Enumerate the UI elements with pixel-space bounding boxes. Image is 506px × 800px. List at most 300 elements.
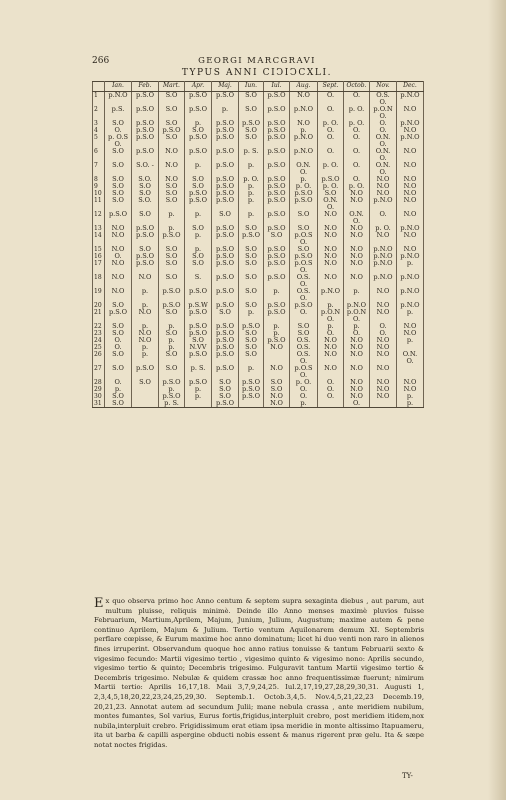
weather-cell: p.S.O <box>212 127 239 134</box>
weather-cell <box>132 281 159 288</box>
weather-cell: N.O <box>344 337 370 344</box>
weather-cell <box>185 169 212 176</box>
weather-cell: p.N.O <box>370 253 397 260</box>
weather-cell: p.S.O <box>239 393 264 400</box>
weather-cell <box>264 281 290 288</box>
weather-cell: S.O <box>159 260 185 267</box>
weather-cell: p.S.O <box>212 232 239 239</box>
day-number-cell: 1 <box>93 92 105 100</box>
weather-cell: p. <box>185 393 212 400</box>
weather-cell <box>212 372 239 379</box>
weather-cell: S.O <box>212 211 239 218</box>
weather-cell <box>318 400 344 408</box>
weather-cell: S.O <box>159 183 185 190</box>
weather-cell: N.VV <box>185 344 212 351</box>
header-month-cell: Maj. <box>212 82 239 92</box>
weather-cell: N.O <box>370 379 397 386</box>
weather-cell: S.O <box>159 92 185 100</box>
weather-cell: N.O <box>264 400 290 408</box>
weather-cell <box>344 372 370 379</box>
weather-cell <box>370 400 397 408</box>
weather-cell <box>264 113 290 120</box>
weather-cell: N.O <box>397 106 424 113</box>
weather-cell <box>132 267 159 274</box>
weather-cell: O.N. <box>290 162 318 169</box>
day-number-cell: 29 <box>93 386 105 393</box>
weather-cell <box>239 169 264 176</box>
weather-cell: N.O <box>397 176 424 183</box>
weather-cell <box>344 358 370 365</box>
day-number-cell: 28 <box>93 379 105 386</box>
table-body <box>93 92 424 408</box>
weather-cell: p.S.O <box>264 106 290 113</box>
table-row <box>93 232 424 239</box>
table-row <box>93 358 424 365</box>
weather-cell: S.O <box>105 302 132 309</box>
weather-cell: O. <box>290 295 318 302</box>
weather-cell: p.S.O <box>264 134 290 141</box>
day-number-cell: 22 <box>93 323 105 330</box>
weather-cell <box>105 358 132 365</box>
weather-cell: p.S.O <box>105 309 132 316</box>
weather-cell: O.N. <box>344 211 370 218</box>
weather-cell <box>105 204 132 211</box>
weather-cell: N.O <box>290 92 318 100</box>
weather-cell: p.S.O <box>212 288 239 295</box>
weather-cell: p. <box>239 190 264 197</box>
weather-cell: N.O <box>344 393 370 400</box>
weather-cell: S.O <box>132 183 159 190</box>
weather-cell <box>397 99 424 106</box>
weather-cell: O. <box>318 92 344 100</box>
weather-cell: S.O <box>212 393 239 400</box>
weather-cell: N.O <box>132 337 159 344</box>
weather-cell <box>397 169 424 176</box>
weather-cell: p.N.O <box>290 106 318 113</box>
day-number-cell: 14 <box>93 232 105 239</box>
weather-cell <box>185 372 212 379</box>
weather-cell <box>132 316 159 323</box>
weather-cell <box>370 281 397 288</box>
weather-cell: p. <box>318 323 344 330</box>
weather-cell <box>344 169 370 176</box>
weather-cell: N.O <box>318 253 344 260</box>
weather-cell <box>185 281 212 288</box>
weather-cell <box>318 295 344 302</box>
weather-cell: p.S.O <box>132 106 159 113</box>
weather-cell: O. <box>344 330 370 337</box>
weather-cell: S.O <box>185 183 212 190</box>
weather-cell: S.O <box>105 148 132 155</box>
weather-cell <box>290 316 318 323</box>
weather-cell <box>318 169 344 176</box>
weather-cell <box>185 400 212 408</box>
weather-cell: N.O <box>318 337 344 344</box>
weather-cell: N.O <box>105 288 132 295</box>
table-row <box>93 155 424 162</box>
weather-cell: p. <box>264 288 290 295</box>
weather-cell: O.S. <box>290 344 318 351</box>
weather-cell: O. <box>290 239 318 246</box>
weather-cell: O.N. <box>370 134 397 141</box>
weather-cell <box>397 295 424 302</box>
day-number-cell: 23 <box>93 330 105 337</box>
table-row <box>93 295 424 302</box>
table-row <box>93 246 424 253</box>
table-row <box>93 197 424 204</box>
weather-cell: N.O <box>397 148 424 155</box>
weather-cell <box>370 267 397 274</box>
table-row <box>93 260 424 267</box>
weather-cell <box>239 218 264 225</box>
weather-cell: S.O <box>264 379 290 386</box>
weather-cell: O. <box>370 169 397 176</box>
weather-cell: p.S.O <box>212 190 239 197</box>
weather-cell: O. <box>397 358 424 365</box>
weather-cell <box>344 239 370 246</box>
table-row <box>93 141 424 148</box>
weather-cell <box>370 316 397 323</box>
weather-cell <box>132 358 159 365</box>
weather-cell: N.O <box>344 190 370 197</box>
weather-cell: O.S. <box>290 351 318 358</box>
weather-cell: p.S.O <box>212 134 239 141</box>
weather-cell: p. O. <box>239 176 264 183</box>
weather-cell: O. <box>344 127 370 134</box>
weather-cell <box>159 281 185 288</box>
weather-cell: p.S.O <box>318 176 344 183</box>
weather-cell <box>397 316 424 323</box>
weather-cell <box>318 239 344 246</box>
weather-cell: S.O <box>159 197 185 204</box>
weather-cell: p.S.O <box>212 337 239 344</box>
day-number-cell: 7 <box>93 162 105 169</box>
weather-cell: O. <box>105 337 132 344</box>
day-number-cell: 26 <box>93 351 105 358</box>
weather-cell: p.S.O <box>264 176 290 183</box>
weather-cell: S.O. <box>132 176 159 183</box>
day-number-cell: 6 <box>93 148 105 155</box>
weather-cell: N.O <box>344 246 370 253</box>
weather-cell: S.O. - <box>132 162 159 169</box>
weather-cell <box>159 267 185 274</box>
weather-cell: O. <box>105 344 132 351</box>
weather-cell: p.N.O <box>105 92 132 100</box>
weather-cell: p. O. <box>290 379 318 386</box>
weather-cell: S.O <box>185 260 212 267</box>
weather-cell <box>290 141 318 148</box>
weather-cell: S.O <box>159 120 185 127</box>
day-number-cell <box>93 239 105 246</box>
weather-cell <box>239 372 264 379</box>
weather-cell: p. O. <box>370 225 397 232</box>
weather-cell: p.N.O <box>397 92 424 100</box>
weather-cell: p. O. <box>344 120 370 127</box>
weather-cell: S.O <box>159 246 185 253</box>
table-row <box>93 204 424 211</box>
weather-cell: N.O <box>132 274 159 281</box>
weather-cell: O. <box>344 218 370 225</box>
weather-cell: O.S. <box>370 92 397 100</box>
weather-cell: S.O <box>239 344 264 351</box>
weather-cell: p.S.O <box>132 148 159 155</box>
weather-cell: N.O <box>370 302 397 309</box>
weather-cell: S.O <box>159 190 185 197</box>
weather-cell: N.O <box>344 232 370 239</box>
day-number-cell <box>93 141 105 148</box>
weather-cell: p.S.W <box>185 302 212 309</box>
day-number-cell: 19 <box>93 288 105 295</box>
weather-cell: S.O. <box>132 197 159 204</box>
table-row <box>93 372 424 379</box>
weather-cell <box>239 358 264 365</box>
day-number-cell <box>93 316 105 323</box>
weather-cell: p. <box>290 400 318 408</box>
weather-cell: S.O <box>290 211 318 218</box>
weather-cell: p. <box>264 330 290 337</box>
weather-cell <box>239 99 264 106</box>
weather-cell: p.S.O <box>212 351 239 358</box>
table-row <box>93 92 424 100</box>
weather-cell: N.O <box>105 260 132 267</box>
weather-cell: S.O <box>159 134 185 141</box>
weather-cell: S.O <box>185 337 212 344</box>
weather-cell: S.O <box>239 246 264 253</box>
weather-cell: S.O <box>239 274 264 281</box>
weather-cell <box>264 218 290 225</box>
header-month-cell: Nov. <box>370 82 397 92</box>
weather-cell: N.O <box>318 225 344 232</box>
weather-cell: O. <box>290 281 318 288</box>
weather-cell <box>318 155 344 162</box>
weather-cell <box>264 372 290 379</box>
weather-cell: O. <box>370 127 397 134</box>
table-row <box>93 120 424 127</box>
table-row <box>93 274 424 281</box>
weather-cell: p.N.O <box>397 134 424 141</box>
page-gutter-shadow <box>488 0 506 800</box>
weather-cell <box>318 372 344 379</box>
weather-cell: p. O. <box>318 162 344 169</box>
table-row <box>93 225 424 232</box>
weather-cell: O. <box>105 253 132 260</box>
weather-cell: p. <box>397 260 424 267</box>
weather-cell <box>212 295 239 302</box>
weather-cell: p.S.O <box>239 323 264 330</box>
day-number-cell <box>93 169 105 176</box>
weather-cell: p.S.O <box>185 197 212 204</box>
weather-cell <box>397 239 424 246</box>
weather-cell: O. <box>105 141 132 148</box>
weather-cell <box>239 400 264 408</box>
weather-cell: O. <box>290 309 318 316</box>
weather-cell: O. <box>344 176 370 183</box>
weather-cell: p. <box>239 197 264 204</box>
weather-cell: p.S.O <box>185 309 212 316</box>
weather-cell: N.O <box>397 162 424 169</box>
weather-cell: O. <box>318 204 344 211</box>
header-month-cell: Sept. <box>318 82 344 92</box>
day-number-cell: 9 <box>93 183 105 190</box>
weather-cell <box>185 155 212 162</box>
weather-cell <box>132 386 159 393</box>
weather-cell: p.S.O <box>132 134 159 141</box>
weather-cell: S.O <box>264 386 290 393</box>
weather-cell <box>239 155 264 162</box>
weather-cell: N.O <box>370 232 397 239</box>
weather-cell: p. <box>397 337 424 344</box>
day-number-cell <box>93 295 105 302</box>
weather-cell: p.S.O <box>239 386 264 393</box>
weather-cell: p. O. <box>344 183 370 190</box>
table-row <box>93 302 424 309</box>
weather-cell: S.O <box>185 176 212 183</box>
weather-cell: S.O <box>159 253 185 260</box>
weather-cell <box>318 281 344 288</box>
weather-cell: p.S.O <box>212 148 239 155</box>
table-row <box>93 162 424 169</box>
weather-cell: p.S.O <box>105 211 132 218</box>
weather-cell: O. <box>344 148 370 155</box>
weather-cell: N.O <box>344 225 370 232</box>
weather-cell: p.N.O <box>370 246 397 253</box>
weather-cell: N.O <box>344 351 370 358</box>
weather-cell: p.S.O <box>290 253 318 260</box>
weather-cell <box>344 281 370 288</box>
weather-cell: S. <box>185 274 212 281</box>
weather-cell: N.O <box>159 148 185 155</box>
weather-cell: p.S.O <box>264 190 290 197</box>
table-row <box>93 183 424 190</box>
weather-cell: O. <box>318 148 344 155</box>
weather-cell: N.O <box>370 288 397 295</box>
table-row <box>93 379 424 386</box>
weather-cell: p.S.O <box>264 253 290 260</box>
weather-cell: p. <box>185 211 212 218</box>
weather-cell <box>159 239 185 246</box>
weather-cell <box>212 169 239 176</box>
weather-cell: p.S.O <box>239 120 264 127</box>
weather-cell: p.S.O <box>132 120 159 127</box>
weather-cell <box>344 99 370 106</box>
weather-cell: S.O <box>290 246 318 253</box>
weather-cell: S.O <box>239 134 264 141</box>
weather-cell: O. <box>370 330 397 337</box>
page-header <box>92 56 422 68</box>
weather-cell: p.S.O <box>132 225 159 232</box>
header-month-cell: Iul. <box>264 82 290 92</box>
weather-cell: S.O <box>239 302 264 309</box>
table-title: TYPUS ANNI CIↃIↃCXLI. <box>181 68 333 78</box>
weather-cell <box>370 358 397 365</box>
table-row <box>93 99 424 106</box>
weather-cell: S.O <box>290 225 318 232</box>
weather-cell: S.O <box>239 337 264 344</box>
weather-cell <box>132 372 159 379</box>
weather-cell: S.O <box>105 197 132 204</box>
weather-cell: p.S.O <box>132 365 159 372</box>
weather-cell <box>239 295 264 302</box>
weather-cell <box>264 141 290 148</box>
weather-cell <box>105 267 132 274</box>
weather-cell <box>159 141 185 148</box>
weather-cell: p.S.O <box>212 260 239 267</box>
weather-cell <box>185 141 212 148</box>
weather-cell <box>132 113 159 120</box>
weather-cell: p.S.O <box>290 190 318 197</box>
drop-cap: E <box>94 596 104 611</box>
weather-cell <box>264 204 290 211</box>
weather-cell: N.O <box>344 197 370 204</box>
weather-cell: p. <box>318 302 344 309</box>
weather-cell: p.S.O <box>185 190 212 197</box>
weather-cell <box>212 113 239 120</box>
weather-cell: p.S.O <box>239 232 264 239</box>
table-row <box>93 113 424 120</box>
weather-cell <box>185 204 212 211</box>
weather-cell: p.S.O <box>264 302 290 309</box>
weather-cell <box>318 141 344 148</box>
day-number-cell <box>93 99 105 106</box>
weather-cell: N.O <box>159 176 185 183</box>
weather-cell <box>212 281 239 288</box>
weather-cell <box>105 169 132 176</box>
weather-cell <box>212 204 239 211</box>
weather-cell: N.O <box>318 274 344 281</box>
day-number-cell: 20 <box>93 302 105 309</box>
weather-cell: p. S. <box>159 400 185 408</box>
weather-cell: p. O. <box>318 183 344 190</box>
weather-cell: p.S.O <box>264 197 290 204</box>
day-number-cell <box>93 218 105 225</box>
weather-cell: N.O <box>344 344 370 351</box>
table-row <box>93 337 424 344</box>
day-number-cell <box>93 358 105 365</box>
table-row <box>93 134 424 141</box>
weather-cell: O.N. <box>370 148 397 155</box>
weather-cell: p.S.O <box>264 162 290 169</box>
weather-cell <box>132 393 159 400</box>
weather-cell: N.O <box>370 344 397 351</box>
weather-cell: O. <box>318 393 344 400</box>
weather-cell: p. <box>290 127 318 134</box>
weather-cell: p.S.O <box>159 393 185 400</box>
weather-cell <box>290 113 318 120</box>
weather-cell <box>132 239 159 246</box>
weather-cell <box>239 267 264 274</box>
weather-cell: p.S.O <box>212 92 239 100</box>
weather-cell: N.O <box>370 386 397 393</box>
weather-cell: p.S.O <box>185 106 212 113</box>
day-number-cell: 27 <box>93 365 105 372</box>
weather-cell <box>159 113 185 120</box>
weather-cell: p. <box>159 225 185 232</box>
weather-cell <box>344 295 370 302</box>
weather-cell: O. <box>318 134 344 141</box>
weather-cell: O. <box>290 169 318 176</box>
weather-cell: S.O <box>318 190 344 197</box>
weather-cell: p. <box>397 400 424 408</box>
weather-cell <box>159 155 185 162</box>
weather-cell <box>370 372 397 379</box>
day-number-cell: 17 <box>93 260 105 267</box>
weather-cell: S.O <box>239 253 264 260</box>
weather-cell: p.S.O <box>264 274 290 281</box>
weather-cell <box>159 218 185 225</box>
weather-cell <box>344 141 370 148</box>
weather-cell: S.O <box>239 92 264 100</box>
weather-cell <box>185 239 212 246</box>
